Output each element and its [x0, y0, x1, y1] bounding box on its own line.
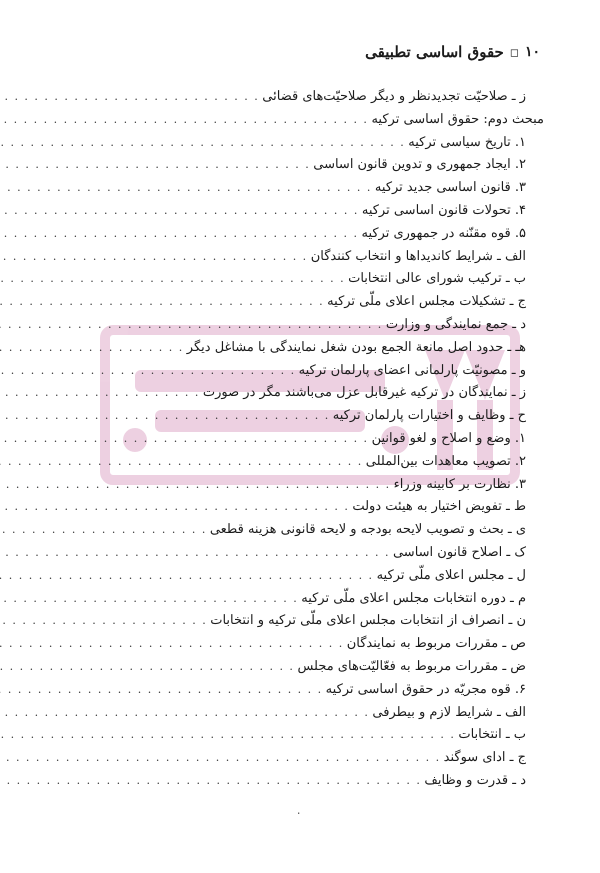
toc-entry	[58, 747, 544, 770]
toc-entry	[58, 360, 544, 383]
toc-entry-title: ج ـ ادای سوگند	[443, 750, 526, 766]
toc-leader-dots	[0, 268, 345, 291]
toc-leader-dots	[0, 542, 390, 565]
toc-leader-dots	[0, 337, 184, 360]
toc-leader-dots	[0, 565, 374, 588]
toc-entry-title: م ـ دوره انتخابات مجلس اعلای ملّی ترکیه	[301, 590, 526, 606]
toc-leader-dots	[0, 200, 359, 223]
toc-entry-title: ۳. قانون اساسی جدید ترکیه	[374, 180, 526, 196]
toc-leader-dots	[0, 132, 405, 155]
toc-entry	[58, 702, 544, 725]
toc-entry	[58, 679, 544, 702]
toc-leader-dots	[0, 588, 298, 611]
toc-leader-dots	[0, 382, 200, 405]
toc-entry-title: ج ـ تشکیلات مجلس اعلای ملّی ترکیه	[327, 294, 526, 310]
toc-entry	[58, 109, 544, 132]
toc-entry-title: ط ـ تفویض اختیار به هیئت دولت	[352, 499, 526, 515]
toc-entry-title: ل ـ مجلس اعلای ملّی ترکیه	[376, 567, 526, 583]
toc-leader-dots	[0, 633, 344, 656]
toc-entry-title: ض ـ مقررات مربوط به فعّالیّت‌های مجلس	[297, 658, 526, 674]
toc-entry-title: ۳. نظارت بر کابینه وزراء	[393, 476, 526, 492]
toc-leader-dots	[0, 610, 207, 633]
toc-leader-dots	[0, 154, 310, 177]
toc-entry-title: ۱. تاریخ سیاسی ترکیه	[408, 134, 526, 150]
toc-entry	[58, 86, 544, 109]
toc-leader-dots	[0, 291, 324, 314]
toc-leader-dots	[0, 360, 296, 383]
toc-entry-title: ز ـ نمایندگان در ترکیه غیرقابل عزل می‌باشند مگر در صورت	[202, 385, 526, 401]
toc-leader-dots	[0, 223, 358, 246]
toc-entry-title: ب ـ انتخابات	[458, 727, 526, 743]
toc-entry	[58, 451, 544, 474]
toc-entry-title: ن ـ انصراف از انتخابات مجلس اعلای ملّی ترکیه و انتخابات	[210, 613, 526, 629]
toc-entry	[58, 246, 544, 269]
toc-leader-dots	[0, 679, 323, 702]
page-number: ۱۰	[524, 44, 540, 60]
toc-leader-dots	[0, 428, 369, 451]
toc-entry-title: الف ـ شرایط لازم و بیطرفی	[372, 704, 526, 720]
toc-leader-dots	[0, 724, 455, 747]
toc-entry-title: ک ـ اصلاح قانون اساسی	[392, 544, 526, 560]
square-ornament-icon: ◻	[509, 45, 519, 59]
toc-entry	[58, 200, 544, 223]
toc-entry	[58, 291, 544, 314]
toc-entry-title: ح ـ وظایف و اختیارات پارلمان ترکیه	[332, 408, 526, 424]
toc-entry-title: ب ـ ترکیب شورای عالی انتخابات	[348, 271, 526, 287]
toc-leader-dots	[0, 747, 441, 770]
toc-entry	[58, 656, 544, 679]
toc-entry	[58, 337, 544, 360]
toc-leader-dots	[0, 451, 363, 474]
toc-entry-title: ۲. ایجاد جمهوری و تدوین قانون اساسی	[313, 157, 526, 173]
toc-leader-dots	[0, 177, 372, 200]
toc-entry-title: ۱. وضع و اصلاح و لغو قوانین	[371, 430, 526, 446]
running-header	[90, 40, 540, 64]
toc-entry-title: ی ـ بحث و تصویب لایحه بودجه و لایحه قانونی هزینه قطعی	[209, 522, 526, 538]
toc-entry	[58, 314, 544, 337]
toc-entry	[58, 542, 544, 565]
toc-leader-dots	[0, 405, 330, 428]
book-title: حقوق اساسی تطبیقی	[365, 43, 504, 61]
toc-entry	[58, 474, 544, 497]
toc-leader-dots	[0, 656, 294, 679]
toc-entry-title: هـ ـ حدود اصل مانعة الجمع بودن شغل نمایندگی با مشاغل دیگر	[186, 339, 526, 355]
toc-entry-title: مبحث دوم: حقوق اساسی ترکیه	[371, 111, 544, 127]
toc-entry-title: د ـ جمع نمایندگی و وزارت	[385, 316, 526, 332]
toc-entry	[58, 519, 544, 542]
toc-entry	[58, 177, 544, 200]
toc-entry	[58, 565, 544, 588]
toc-entry-title: و ـ مصونیّت پارلمانی اعضای پارلمان ترکیه	[298, 362, 526, 378]
toc-entry	[58, 268, 544, 291]
toc-entry	[58, 588, 544, 611]
toc-leader-dots	[0, 702, 369, 725]
toc-entry	[58, 223, 544, 246]
page-bottom-mark: ٠	[296, 808, 302, 819]
toc-entry	[58, 132, 544, 155]
toc-leader-dots	[0, 519, 207, 542]
toc-leader-dots	[0, 770, 421, 793]
toc-entry	[58, 154, 544, 177]
toc-leader-dots	[0, 314, 383, 337]
toc-leader-dots	[0, 109, 368, 132]
toc-entry	[58, 770, 544, 793]
toc-entry	[58, 405, 544, 428]
toc-leader-dots	[0, 496, 349, 519]
toc-entry	[58, 428, 544, 451]
toc-entry-title: ۶. قوه مجریّه در حقوق اساسی ترکیه	[325, 681, 526, 697]
toc-entry	[58, 610, 544, 633]
toc-leader-dots	[0, 86, 259, 109]
table-of-contents	[58, 86, 544, 793]
toc-entry-title: ۴. تحولات قانون اساسی ترکیه	[361, 202, 526, 218]
toc-entry-title: الف ـ شرایط کاندیداها و انتخاب کنندگان	[310, 248, 526, 264]
toc-leader-dots	[0, 474, 391, 497]
toc-entry	[58, 382, 544, 405]
toc-entry-title: د ـ قدرت و وظایف	[424, 772, 526, 788]
toc-entry-title: ز ـ صلاحیّت تجدیدنظر و دیگر صلاحیّت‌های قضائی	[262, 89, 526, 104]
toc-entry-title: ۲. تصویب معاهدات بین‌المللی	[365, 453, 526, 469]
toc-entry-title: ص ـ مقررات مربوط به نمایندگان	[346, 636, 526, 652]
toc-entry	[58, 633, 544, 656]
toc-entry	[58, 496, 544, 519]
toc-entry-title: ۵. قوه مقنّنه در جمهوری ترکیه	[361, 225, 526, 241]
toc-leader-dots	[0, 246, 308, 269]
toc-entry	[58, 724, 544, 747]
